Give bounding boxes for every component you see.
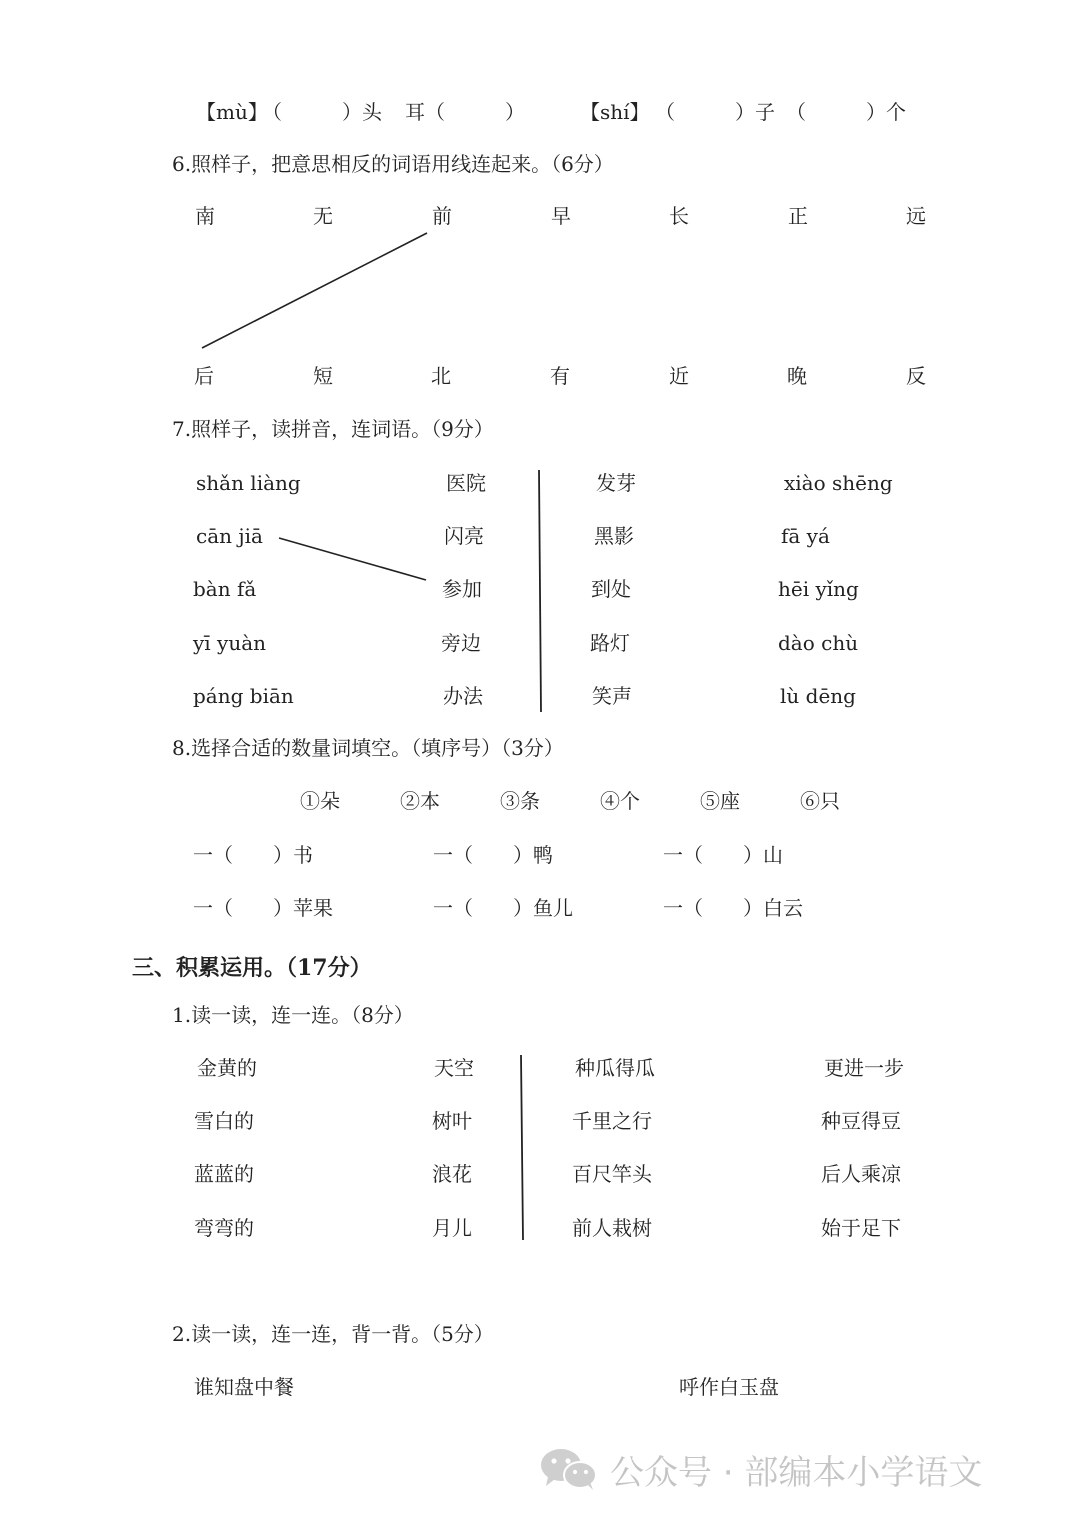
s3q2-right-line[interactable]: 呼作白玉盘 <box>679 1375 779 1399</box>
s3q1-col2-item[interactable]: 树叶 <box>432 1109 472 1133</box>
s3q1-col4-item[interactable]: 种豆得豆 <box>821 1109 901 1133</box>
q7-right-word[interactable]: 发芽 <box>596 471 636 495</box>
q7-left-pinyin[interactable]: yī yuàn <box>193 631 267 655</box>
q7-example-connector <box>279 538 426 580</box>
watermark-text: 公众号 · 部编本小学语文 <box>610 1452 983 1493</box>
q7-right-word[interactable]: 笑声 <box>592 684 632 708</box>
q8-blank[interactable]: 一（ ）苹果 <box>193 896 333 920</box>
q8-option: ①朵 <box>300 789 340 813</box>
q7-left-pinyin[interactable]: cān jiā <box>196 524 263 548</box>
s3q1-col3-item[interactable]: 百尺竿头 <box>572 1162 652 1186</box>
watermark <box>540 1446 982 1492</box>
s3q1-column-divider <box>521 1055 523 1240</box>
q6-bottom-word[interactable]: 有 <box>550 364 570 388</box>
q6-top-word[interactable]: 无 <box>313 204 333 228</box>
s3q1-col1-item[interactable]: 弯弯的 <box>194 1216 254 1240</box>
s3q2-left-line[interactable]: 谁知盘中餐 <box>194 1375 294 1399</box>
s3q1-col2-item[interactable]: 天空 <box>434 1056 474 1080</box>
q6-top-word[interactable]: 正 <box>788 204 808 228</box>
s3q1-col1-item[interactable]: 雪白的 <box>194 1109 254 1133</box>
q7-column-divider <box>539 470 541 712</box>
mu-pinyin-label: 【mù】 <box>196 100 268 124</box>
q8-blank[interactable]: 一（ ）山 <box>663 843 783 867</box>
s3q1-col2-item[interactable]: 浪花 <box>432 1162 472 1186</box>
q8-option: ③条 <box>500 789 540 813</box>
wechat-icon <box>540 1448 598 1490</box>
q7-left-word[interactable]: 闪亮 <box>444 524 484 548</box>
q6-bottom-word[interactable]: 北 <box>431 364 451 388</box>
s3q1-col2-item[interactable]: 月儿 <box>432 1216 472 1240</box>
q8-option: ④个 <box>600 789 640 813</box>
q6-bottom-word[interactable]: 后 <box>194 364 214 388</box>
q6-bottom-word[interactable]: 短 <box>313 364 333 388</box>
q7-right-word[interactable]: 路灯 <box>590 631 630 655</box>
q7-right-pinyin[interactable]: dào chù <box>778 631 859 655</box>
q7-left-word[interactable]: 办法 <box>443 684 483 708</box>
q7-right-pinyin[interactable]: fā yá <box>781 524 830 548</box>
s3q1-col4-item[interactable]: 始于足下 <box>821 1216 901 1240</box>
q8-blank[interactable]: 一（ ）白云 <box>663 896 803 920</box>
q6-top-word[interactable]: 早 <box>551 204 571 228</box>
q7-right-pinyin[interactable]: hēi yǐng <box>778 577 859 601</box>
q6-title: 6.照样子，把意思相反的词语用线连起来。（6分） <box>172 152 614 176</box>
q8-blank[interactable]: 一（ ）鸭 <box>433 843 553 867</box>
q6-top-word[interactable]: 前 <box>432 204 452 228</box>
mu-blank-2[interactable]: 耳（ ） <box>405 100 525 124</box>
q8-option: ②本 <box>400 789 440 813</box>
section-3-heading: 三、积累运用。（17分） <box>132 955 372 981</box>
q8-blank[interactable]: 一（ ）书 <box>193 843 313 867</box>
s3q1-col3-item[interactable]: 千里之行 <box>572 1109 652 1133</box>
s3q2-title: 2.读一读，连一连，背一背。（5分） <box>172 1322 494 1346</box>
q6-top-word[interactable]: 长 <box>669 204 689 228</box>
q6-bottom-word[interactable]: 近 <box>669 364 689 388</box>
q6-example-connector <box>202 233 427 348</box>
shi-blank-1[interactable]: （ ）子 <box>655 100 775 124</box>
q6-bottom-word[interactable]: 反 <box>906 364 926 388</box>
q6-top-word[interactable]: 南 <box>195 204 215 228</box>
s3q1-col1-item[interactable]: 蓝蓝的 <box>194 1162 254 1186</box>
q6-top-word[interactable]: 远 <box>906 204 926 228</box>
q7-right-pinyin[interactable]: xiào shēng <box>784 471 893 495</box>
q7-left-word[interactable]: 参加 <box>442 577 482 601</box>
q8-option: ⑥只 <box>800 789 840 813</box>
q6-bottom-word[interactable]: 晚 <box>787 364 807 388</box>
q7-left-pinyin[interactable]: shǎn liàng <box>196 471 301 495</box>
mu-blank-1[interactable]: （ ）头 <box>262 100 382 124</box>
shi-pinyin-label: 【shí】 <box>580 100 650 124</box>
s3q1-col3-item[interactable]: 种瓜得瓜 <box>575 1056 655 1080</box>
s3q1-title: 1.读一读，连一连。（8分） <box>172 1003 414 1027</box>
q7-left-pinyin[interactable]: páng biān <box>193 684 294 708</box>
q8-option: ⑤座 <box>700 789 740 813</box>
s3q1-col3-item[interactable]: 前人栽树 <box>572 1216 652 1240</box>
s3q1-col4-item[interactable]: 后人乘凉 <box>821 1162 901 1186</box>
q7-left-word[interactable]: 医院 <box>446 471 486 495</box>
q7-title: 7.照样子，读拼音，连词语。（9分） <box>172 417 494 441</box>
s3q1-col4-item[interactable]: 更进一步 <box>824 1056 904 1080</box>
q8-blank[interactable]: 一（ ）鱼儿 <box>433 896 573 920</box>
q8-title: 8.选择合适的数量词填空。（填序号）（3分） <box>172 736 564 760</box>
q7-left-word[interactable]: 旁边 <box>441 631 481 655</box>
q7-right-word[interactable]: 到处 <box>591 577 631 601</box>
q7-left-pinyin[interactable]: bàn fǎ <box>193 577 257 601</box>
q7-right-word[interactable]: 黑影 <box>594 524 634 548</box>
s3q1-col1-item[interactable]: 金黄的 <box>197 1056 257 1080</box>
shi-blank-2[interactable]: （ ）个 <box>786 100 906 124</box>
q7-right-pinyin[interactable]: lù dēng <box>780 684 856 708</box>
